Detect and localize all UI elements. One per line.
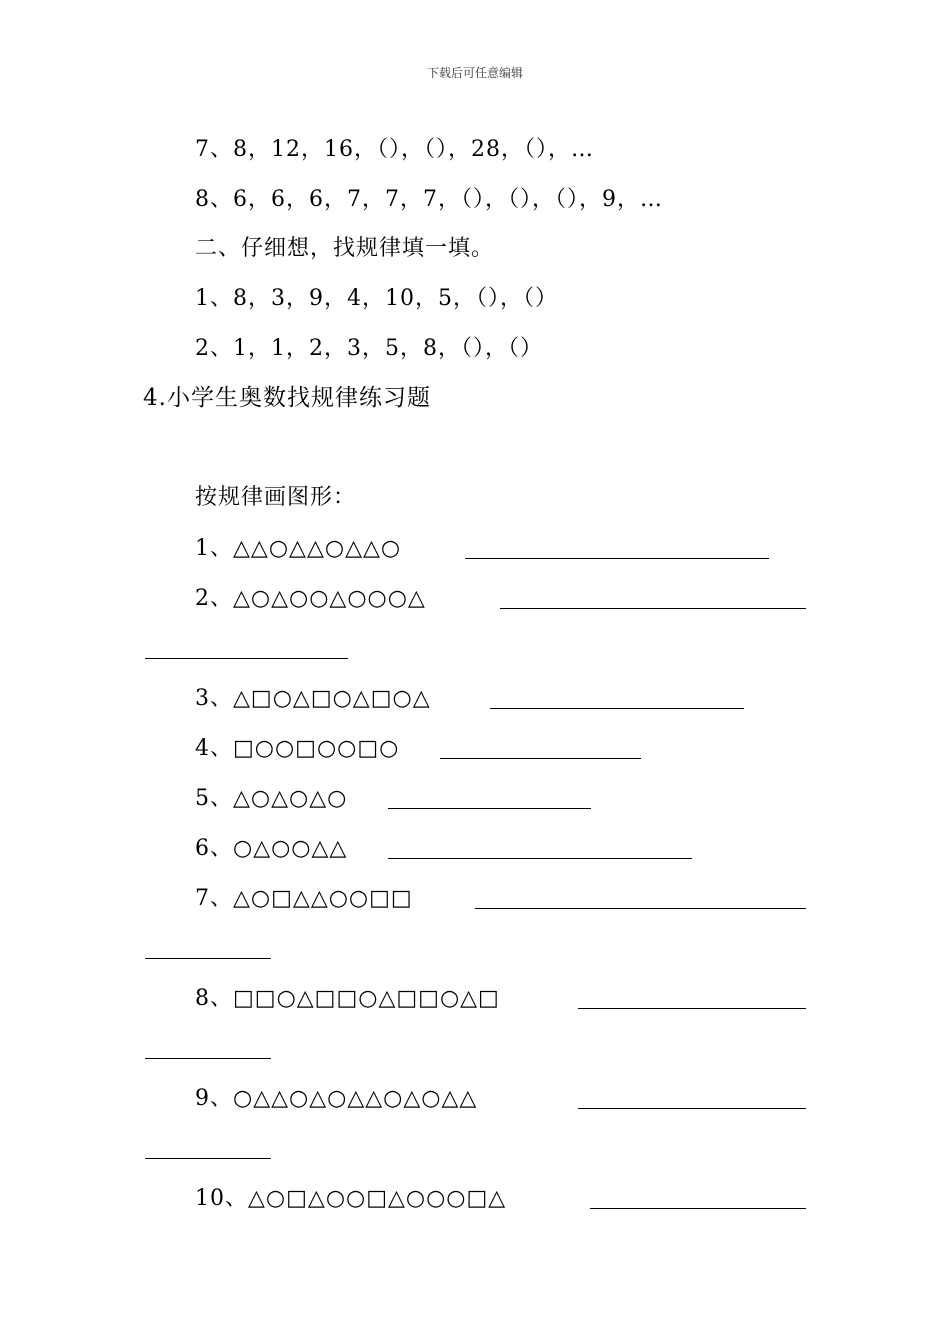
pattern-item-4: 4、□○○□○○□○ bbox=[195, 736, 400, 761]
pattern-item-5: 5、△○△○△○ bbox=[195, 786, 348, 811]
section-2-item-2: 2、1，1，2，3，5，8，（），（） bbox=[195, 336, 543, 361]
page-header: 下载后可任意编辑 bbox=[426, 66, 523, 80]
pattern-item-1: 1、△△○△△○△△○ bbox=[195, 536, 402, 561]
answer-blank-8-continued[interactable] bbox=[145, 1058, 271, 1059]
answer-blank-2[interactable] bbox=[500, 608, 806, 609]
answer-blank-4[interactable] bbox=[440, 758, 641, 759]
answer-blank-10[interactable] bbox=[590, 1208, 806, 1209]
sequence-line-7: 7、8，12，16，（），（），28，（），… bbox=[195, 137, 594, 162]
answer-blank-9-continued[interactable] bbox=[145, 1158, 271, 1159]
answer-blank-8[interactable] bbox=[578, 1008, 806, 1009]
pattern-item-3: 3、△□○△□○△□○△ bbox=[195, 686, 431, 711]
section-2-title: 二、仔细想，找规律填一填。 bbox=[195, 236, 495, 261]
pattern-item-10: 10、△○□△○○□△○○○□△ bbox=[195, 1186, 507, 1211]
answer-blank-2-continued[interactable] bbox=[145, 658, 348, 659]
draw-instruction: 按规律画图形： bbox=[195, 485, 357, 510]
answer-blank-3[interactable] bbox=[490, 708, 744, 709]
pattern-item-7: 7、△○□△△○○□□ bbox=[195, 886, 413, 911]
pattern-item-9: 9、○△△○△○△△○△○△△ bbox=[195, 1086, 478, 1111]
answer-blank-7[interactable] bbox=[475, 908, 806, 909]
section-4-title: 4.小学生奥数找规律练习题 bbox=[143, 385, 431, 411]
pattern-item-2: 2、△○△○○△○○○△ bbox=[195, 586, 426, 611]
section-2-item-1: 1、8，3，9，4，10，5，（），（） bbox=[195, 286, 558, 311]
answer-blank-1[interactable] bbox=[465, 558, 769, 559]
answer-blank-6[interactable] bbox=[388, 858, 692, 859]
answer-blank-9[interactable] bbox=[578, 1108, 806, 1109]
sequence-line-8: 8、6，6，6，7，7，7，（），（），（），9，… bbox=[195, 187, 663, 212]
answer-blank-7-continued[interactable] bbox=[145, 958, 271, 959]
pattern-item-6: 6、○△○○△△ bbox=[195, 836, 348, 861]
answer-blank-5[interactable] bbox=[388, 808, 591, 809]
pattern-item-8: 8、□□○△□□○△□□○△□ bbox=[195, 986, 500, 1011]
